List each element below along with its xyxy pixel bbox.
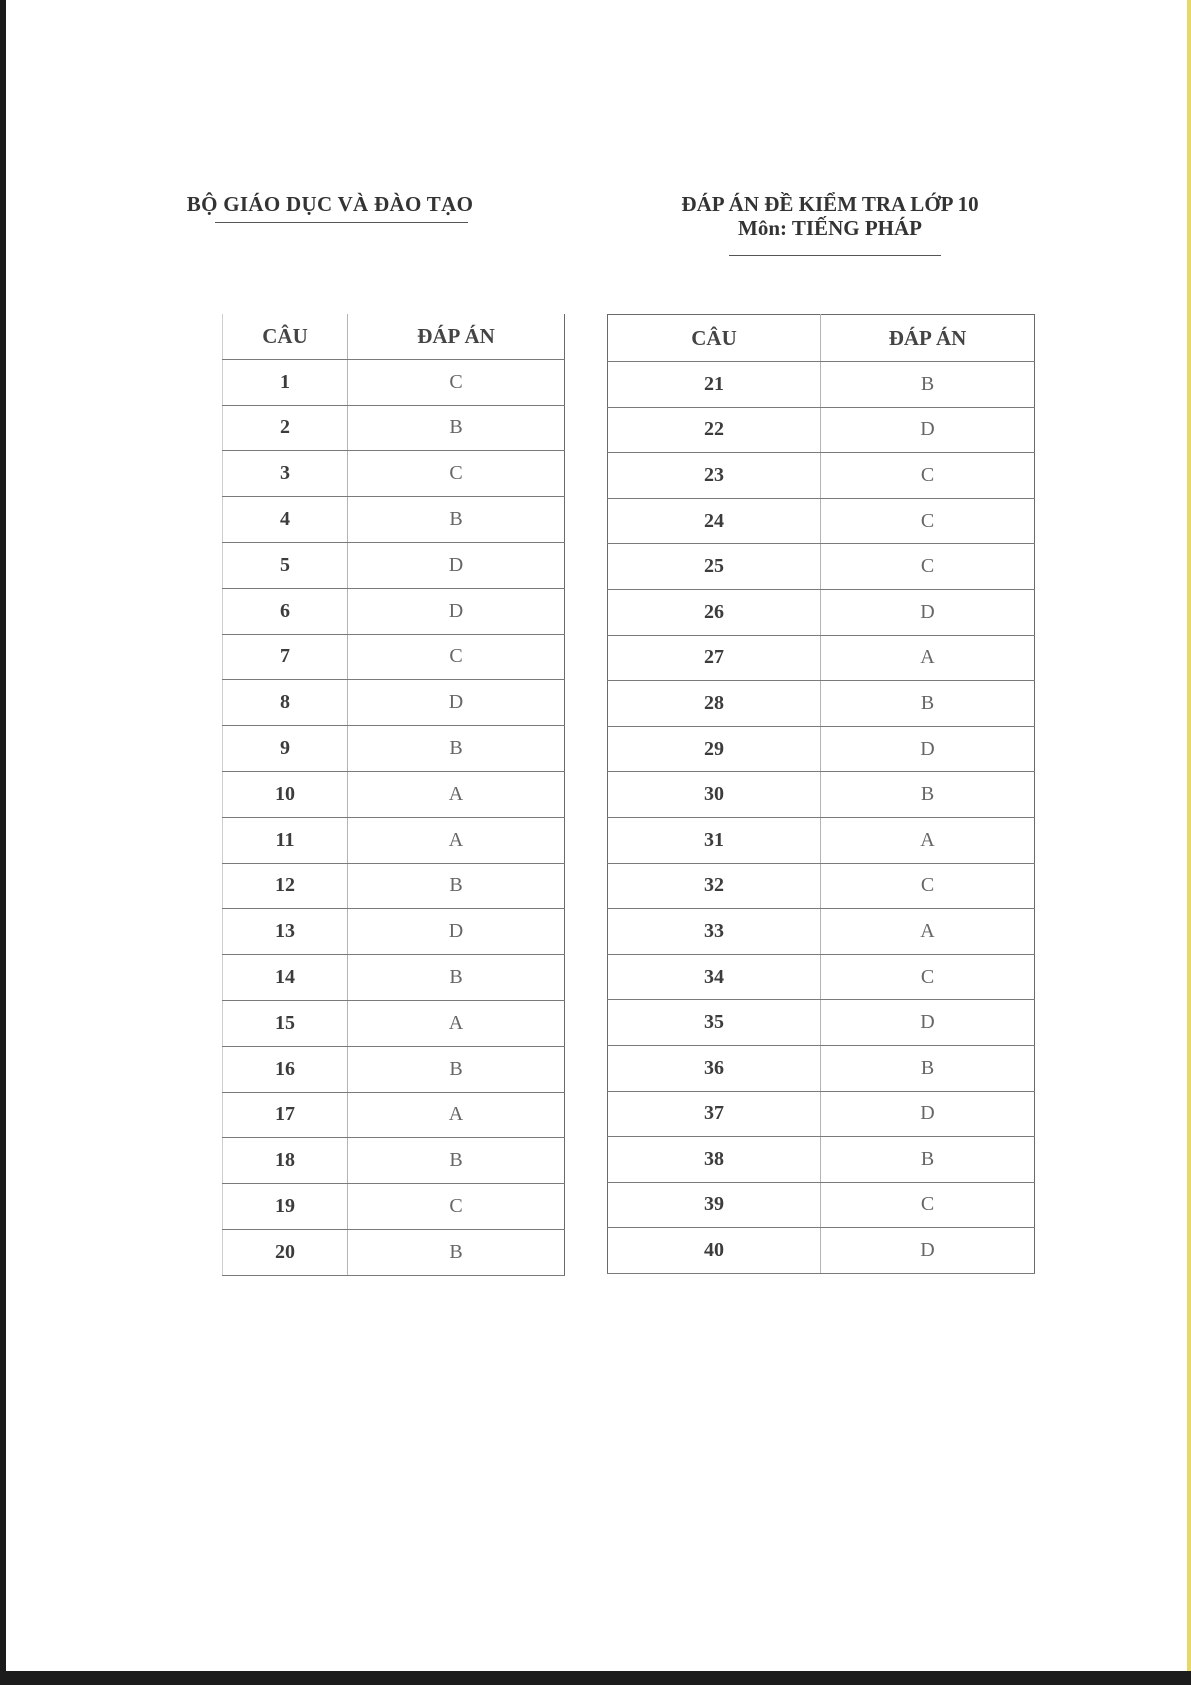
table-row	[223, 680, 565, 726]
question-number: 29	[608, 726, 821, 772]
table-header-row	[608, 315, 1035, 362]
table-row	[608, 1091, 1035, 1137]
table-row	[223, 451, 565, 497]
question-number: 35	[608, 1000, 821, 1046]
question-number: 17	[223, 1092, 348, 1138]
answer-letter: A	[821, 635, 1035, 681]
table-row	[608, 498, 1035, 544]
answer-letter: B	[348, 405, 565, 451]
answer-table-left	[222, 314, 565, 1276]
scan-edge-bottom	[0, 1671, 1191, 1685]
question-number: 23	[608, 453, 821, 499]
table-row	[223, 359, 565, 405]
answer-letter: B	[348, 497, 565, 543]
answer-letter: C	[821, 1182, 1035, 1228]
table-row	[608, 1137, 1035, 1183]
answer-letter: A	[821, 909, 1035, 955]
table-row	[223, 588, 565, 634]
question-number: 1	[223, 359, 348, 405]
question-number: 28	[608, 681, 821, 727]
table-row	[608, 407, 1035, 453]
question-number: 3	[223, 451, 348, 497]
table-row	[608, 1228, 1035, 1274]
column-header-answer: ĐÁP ÁN	[821, 315, 1035, 362]
question-number: 33	[608, 909, 821, 955]
answer-letter: C	[348, 451, 565, 497]
question-number: 8	[223, 680, 348, 726]
question-number: 14	[223, 955, 348, 1001]
answer-letter: D	[348, 588, 565, 634]
table-row	[223, 726, 565, 772]
question-number: 21	[608, 362, 821, 408]
question-number: 24	[608, 498, 821, 544]
question-number: 22	[608, 407, 821, 453]
question-number: 2	[223, 405, 348, 451]
table-row	[608, 681, 1035, 727]
answer-letter: A	[348, 1000, 565, 1046]
question-number: 37	[608, 1091, 821, 1137]
table-row	[223, 542, 565, 588]
answer-letter: A	[348, 817, 565, 863]
table-row	[608, 954, 1035, 1000]
document-title: ĐÁP ÁN ĐỀ KIỂM TRA LỚP 10	[681, 192, 979, 216]
table-row	[223, 1184, 565, 1230]
question-number: 30	[608, 772, 821, 818]
question-number: 11	[223, 817, 348, 863]
table-row	[223, 863, 565, 909]
question-number: 19	[223, 1184, 348, 1230]
answer-table-right-body	[608, 362, 1035, 1274]
answer-letter: C	[821, 954, 1035, 1000]
table-row	[223, 405, 565, 451]
answer-letter: B	[821, 1045, 1035, 1091]
question-number: 13	[223, 909, 348, 955]
scan-edge-right	[1187, 0, 1191, 1685]
table-row	[608, 817, 1035, 863]
answer-letter: A	[348, 771, 565, 817]
answer-letter: C	[348, 634, 565, 680]
table-row	[223, 817, 565, 863]
answer-letter: D	[821, 589, 1035, 635]
table-row	[608, 362, 1035, 408]
table-row	[608, 589, 1035, 635]
answer-letter: B	[348, 1138, 565, 1184]
question-number: 20	[223, 1229, 348, 1275]
answer-letter: B	[348, 1046, 565, 1092]
question-number: 31	[608, 817, 821, 863]
table-row	[608, 1000, 1035, 1046]
question-number: 32	[608, 863, 821, 909]
answer-letter: B	[348, 1229, 565, 1275]
question-number: 5	[223, 542, 348, 588]
answer-letter: D	[821, 726, 1035, 772]
table-row	[608, 635, 1035, 681]
answer-letter: D	[821, 1228, 1035, 1274]
answer-letter: D	[348, 680, 565, 726]
answer-letter: D	[821, 1091, 1035, 1137]
column-header-answer: ĐÁP ÁN	[348, 314, 565, 359]
answer-letter: B	[821, 772, 1035, 818]
ministry-title: BỘ GIÁO DỤC VÀ ĐÀO TẠO	[186, 192, 474, 216]
answer-letter: B	[821, 362, 1035, 408]
table-row	[223, 1092, 565, 1138]
answer-letter: C	[821, 498, 1035, 544]
document-heading	[630, 192, 1030, 240]
table-row	[223, 771, 565, 817]
answer-letter: A	[348, 1092, 565, 1138]
table-row	[223, 497, 565, 543]
table-row	[223, 955, 565, 1001]
answer-letter: C	[821, 453, 1035, 499]
answer-letter: C	[821, 544, 1035, 590]
answer-letter: B	[348, 726, 565, 772]
question-number: 27	[608, 635, 821, 681]
column-header-question: CÂU	[608, 315, 821, 362]
question-number: 12	[223, 863, 348, 909]
table-row	[608, 544, 1035, 590]
question-number: 39	[608, 1182, 821, 1228]
question-number: 34	[608, 954, 821, 1000]
table-row	[223, 1000, 565, 1046]
table-row	[608, 909, 1035, 955]
column-header-question: CÂU	[223, 314, 348, 359]
table-row	[608, 863, 1035, 909]
question-number: 6	[223, 588, 348, 634]
table-row	[608, 1182, 1035, 1228]
table-row	[608, 726, 1035, 772]
table-row	[223, 1138, 565, 1184]
ministry-title-underline	[215, 222, 468, 223]
question-number: 36	[608, 1045, 821, 1091]
question-number: 25	[608, 544, 821, 590]
scan-edge-left	[0, 0, 6, 1685]
answer-letter: C	[821, 863, 1035, 909]
answer-letter: B	[348, 955, 565, 1001]
question-number: 16	[223, 1046, 348, 1092]
document-subject: Môn: TIẾNG PHÁP	[738, 216, 922, 240]
answer-table-left-body	[223, 359, 565, 1275]
table-header-row	[223, 314, 565, 359]
table-row	[608, 1045, 1035, 1091]
answer-letter: D	[821, 407, 1035, 453]
table-row	[223, 1046, 565, 1092]
answer-letter: D	[348, 909, 565, 955]
question-number: 9	[223, 726, 348, 772]
answer-letter: A	[821, 817, 1035, 863]
answer-letter: C	[348, 359, 565, 405]
table-row	[223, 909, 565, 955]
answer-table-right	[607, 314, 1035, 1274]
document-subject-underline	[729, 255, 941, 256]
table-row	[223, 1229, 565, 1275]
question-number: 40	[608, 1228, 821, 1274]
question-number: 10	[223, 771, 348, 817]
question-number: 18	[223, 1138, 348, 1184]
answer-letter: B	[821, 1137, 1035, 1183]
table-row	[608, 772, 1035, 818]
question-number: 15	[223, 1000, 348, 1046]
question-number: 38	[608, 1137, 821, 1183]
question-number: 4	[223, 497, 348, 543]
answer-letter: D	[348, 542, 565, 588]
table-row	[608, 453, 1035, 499]
answer-letter: B	[821, 681, 1035, 727]
answer-letter: C	[348, 1184, 565, 1230]
question-number: 7	[223, 634, 348, 680]
answer-letter: D	[821, 1000, 1035, 1046]
question-number: 26	[608, 589, 821, 635]
table-row	[223, 634, 565, 680]
answer-letter: B	[348, 863, 565, 909]
